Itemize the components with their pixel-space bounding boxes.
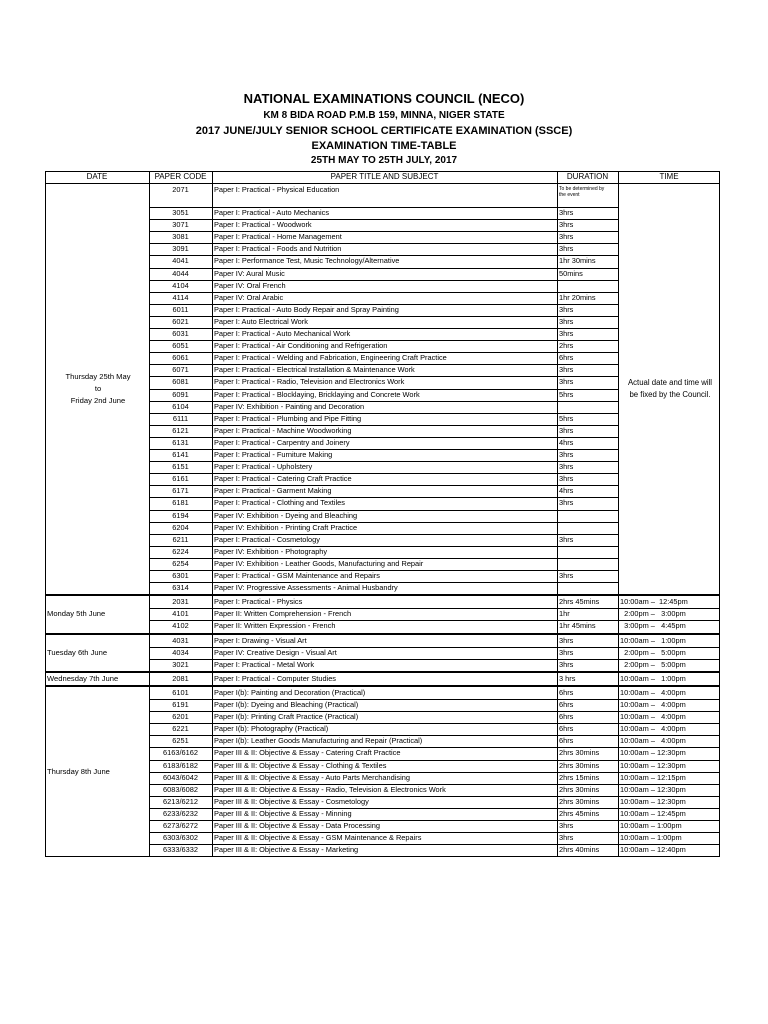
paper-title: Paper III & II: Objective & Essay - Auto Parts Merchandising bbox=[214, 772, 410, 782]
duration-value bbox=[557, 558, 618, 570]
duration-value bbox=[557, 546, 618, 558]
paper-code: 6083/6082 bbox=[163, 784, 198, 794]
duration-value: 6hrs bbox=[559, 687, 574, 697]
date-cell bbox=[45, 184, 149, 594]
paper-code: 6161 bbox=[172, 474, 189, 484]
time-value: 10:00am – 1:00pm bbox=[620, 821, 682, 830]
paper-title: Paper IV: Oral French bbox=[214, 280, 286, 290]
paper-code: 6204 bbox=[172, 522, 189, 532]
duration-value: 2hrs 30mins bbox=[559, 796, 600, 806]
time-value: 10:00am – 4:00pm bbox=[620, 724, 686, 734]
column-header-title: PAPER TITLE AND SUBJECT bbox=[330, 172, 439, 181]
column-border bbox=[45, 171, 46, 857]
duration-value bbox=[557, 522, 618, 534]
duration-value: 2hrs 30mins bbox=[559, 748, 600, 758]
paper-code: 6201 bbox=[172, 712, 189, 722]
time-value: 10:00am – 1:00pm bbox=[620, 833, 682, 843]
duration-value: 50mins bbox=[559, 268, 583, 278]
duration-value bbox=[557, 280, 618, 292]
org-address: KM 8 BIDA ROAD P.M.B 159, MINNA, NIGER STATE bbox=[263, 110, 505, 121]
paper-code: 4114 bbox=[172, 292, 189, 302]
paper-title: Paper I: Practical - Physics bbox=[214, 597, 303, 607]
duration-value: 1hr 20mins bbox=[559, 292, 596, 302]
paper-code: 2081 bbox=[172, 673, 189, 683]
column-header-duration: DURATION bbox=[566, 172, 609, 181]
duration-value: 3hrs bbox=[559, 659, 574, 669]
paper-code: 6301 bbox=[172, 571, 189, 580]
doc-title: EXAMINATION TIME-TABLE bbox=[311, 140, 457, 152]
duration-value: 6hrs bbox=[559, 736, 574, 746]
duration-value: 1hr 45mins bbox=[559, 621, 596, 631]
paper-code: 6314 bbox=[172, 583, 189, 593]
paper-code: 6213/6212 bbox=[163, 796, 198, 806]
duration-value: 2hrs 40mins bbox=[559, 845, 600, 855]
duration-value: 3hrs bbox=[559, 635, 574, 645]
duration-value: 5hrs bbox=[559, 389, 574, 399]
document-header bbox=[0, 90, 768, 168]
paper-title: Paper IV: Exhibition - Dyeing and Bleaching bbox=[214, 510, 358, 520]
paper-code: 6104 bbox=[172, 401, 189, 411]
paper-title: Paper IV: Exhibition - Painting and Decoration bbox=[214, 401, 365, 411]
paper-title: Paper I: Practical - Physical Education bbox=[214, 185, 340, 194]
paper-title: Paper IV: Exhibition - Photography bbox=[214, 546, 328, 556]
date-cell bbox=[45, 687, 149, 856]
date-cell bbox=[45, 673, 149, 685]
duration-value: 3hrs bbox=[559, 425, 574, 435]
date-text: Tuesday 6th June bbox=[47, 647, 108, 657]
paper-title: Paper I: Practical - Woodwork bbox=[214, 220, 312, 230]
paper-title: Paper I: Practical - Metal Work bbox=[214, 659, 315, 669]
date-cell bbox=[45, 635, 149, 671]
date-text: Friday 2nd June bbox=[70, 396, 126, 406]
paper-code: 6163/6162 bbox=[163, 748, 198, 758]
duration-value: 3hrs bbox=[559, 647, 574, 657]
paper-code: 4034 bbox=[172, 647, 189, 657]
column-border bbox=[618, 171, 619, 857]
column-border bbox=[212, 171, 213, 857]
duration-value bbox=[557, 582, 618, 594]
paper-code: 2031 bbox=[172, 597, 189, 607]
time-value: 10:00am – 12:15pm bbox=[620, 772, 686, 782]
paper-code: 6121 bbox=[172, 425, 189, 435]
paper-code: 4044 bbox=[172, 268, 189, 278]
time-value: 2:00pm – 5:00pm bbox=[620, 647, 686, 657]
duration-value: 3 hrs bbox=[559, 673, 576, 683]
time-value: 10:00am – 1:00pm bbox=[620, 673, 686, 683]
time-value: 3:00pm – 4:45pm bbox=[620, 621, 686, 631]
paper-title: Paper I: Practical - Catering Craft Practice bbox=[214, 474, 352, 484]
paper-title: Paper I(b): Photography (Practical) bbox=[214, 724, 329, 734]
column-header-date: DATE bbox=[86, 172, 108, 181]
duration-value: 3hrs bbox=[559, 329, 574, 338]
duration-value: 6hrs bbox=[559, 724, 574, 734]
paper-title: Paper IV: Aural Music bbox=[214, 268, 285, 278]
duration-value: 2hrs 15mins bbox=[559, 772, 600, 782]
paper-code: 6211 bbox=[172, 534, 189, 544]
duration-value: 3hrs bbox=[559, 244, 574, 254]
column-header-time: TIME bbox=[659, 172, 679, 181]
paper-title: Paper I: Practical - Carpentry and Joinery bbox=[214, 437, 350, 447]
time-value: 10:00am – 4:00pm bbox=[620, 700, 686, 709]
paper-code: 6111 bbox=[172, 413, 189, 423]
paper-title: Paper III & II: Objective & Essay - Data Processing bbox=[214, 821, 380, 830]
paper-code: 6251 bbox=[172, 736, 189, 746]
paper-title: Paper I(b): Printing Craft Practice (Practical) bbox=[214, 712, 359, 722]
duration-value: 5hrs bbox=[559, 413, 574, 423]
duration-value: 3hrs bbox=[559, 232, 574, 242]
duration-value: 3hrs bbox=[559, 304, 574, 314]
paper-title: Paper I: Practical - Machine Woodworking bbox=[214, 425, 352, 435]
paper-code: 6021 bbox=[172, 316, 189, 326]
paper-code: 6043/6042 bbox=[163, 772, 198, 782]
date-cell bbox=[45, 596, 149, 632]
paper-code: 6051 bbox=[172, 341, 189, 351]
paper-title: Paper I: Practical - Welding and Fabrication, Engineering Craft Practice bbox=[214, 353, 447, 363]
paper-title: Paper III & II: Objective & Essay - Minning bbox=[214, 808, 352, 818]
paper-title: Paper I(b): Leather Goods Manufacturing and Repair (Practical) bbox=[214, 736, 423, 746]
paper-code: 6081 bbox=[172, 377, 189, 387]
org-title: NATIONAL EXAMINATIONS COUNCIL (NECO) bbox=[243, 91, 525, 106]
duration-value: 1hr 30mins bbox=[559, 256, 596, 266]
paper-code: 6141 bbox=[172, 450, 189, 459]
paper-code: 6221 bbox=[172, 724, 189, 734]
paper-code: 6191 bbox=[172, 700, 189, 709]
duration-value: 3hrs bbox=[559, 534, 574, 544]
paper-title: Paper III & II: Objective & Essay - Marketing bbox=[214, 845, 359, 855]
paper-title: Paper I(b): Dyeing and Bleaching (Practical) bbox=[214, 700, 359, 709]
paper-code: 6181 bbox=[172, 498, 189, 508]
paper-code: 3071 bbox=[172, 220, 189, 230]
duration-value: 2hrs 45mins bbox=[559, 597, 600, 607]
paper-title: Paper I: Practical - Computer Studies bbox=[214, 673, 336, 683]
duration-value: 3hrs bbox=[559, 498, 574, 508]
paper-title: Paper I: Practical - Clothing and Textiles bbox=[214, 498, 345, 508]
duration-value: 3hrs bbox=[559, 365, 574, 375]
paper-code: 4041 bbox=[172, 256, 189, 266]
paper-title: Paper I: Practical - Auto Mechanics bbox=[214, 208, 330, 217]
duration-value: 3hrs bbox=[559, 474, 574, 484]
time-value: 2:00pm – 5:00pm bbox=[620, 659, 686, 669]
paper-code: 6333/6332 bbox=[163, 845, 198, 855]
paper-code: 6061 bbox=[172, 353, 189, 363]
paper-code: 2071 bbox=[172, 185, 189, 194]
paper-code: 6131 bbox=[172, 437, 189, 447]
paper-code: 6151 bbox=[172, 462, 189, 472]
paper-title: Paper IV: Exhibition - Printing Craft Practice bbox=[214, 522, 358, 532]
duration-value: 3hrs bbox=[559, 220, 574, 230]
paper-code: 6091 bbox=[172, 389, 189, 399]
paper-code: 3081 bbox=[172, 232, 189, 242]
duration-value: 3hrs bbox=[559, 377, 574, 387]
paper-title: Paper IV: Exhibition - Leather Goods, Manufacturing and Repair bbox=[214, 558, 424, 568]
duration-value: 3hrs bbox=[559, 208, 574, 217]
duration-value bbox=[557, 401, 618, 413]
column-border bbox=[719, 171, 720, 857]
time-value: 10:00am – 4:00pm bbox=[620, 687, 686, 697]
paper-title: Paper II: Written Expression - French bbox=[214, 621, 336, 631]
duration-value: 2hrs bbox=[559, 341, 574, 351]
time-note-text: be fixed by the Council. bbox=[629, 390, 711, 400]
paper-code: 4104 bbox=[172, 280, 189, 290]
paper-title: Paper I: Practical - GSM Maintenance and Repairs bbox=[214, 571, 380, 580]
duration-value: 3hrs bbox=[559, 462, 574, 472]
time-value: 10:00am – 12:45pm bbox=[620, 808, 686, 818]
date-text: to bbox=[94, 384, 102, 394]
paper-title: Paper III & II: Objective & Essay - Catering Craft Practice bbox=[214, 748, 401, 758]
time-note-text: Actual date and time will bbox=[627, 378, 713, 388]
duration-value bbox=[557, 510, 618, 522]
paper-title: Paper I: Practical - Electrical Installation & Maintenance Work bbox=[214, 365, 415, 375]
paper-title: Paper I(b): Painting and Decoration (Practical) bbox=[214, 687, 366, 697]
column-border bbox=[149, 171, 150, 857]
time-value: 10:00am – 1:00pm bbox=[620, 635, 686, 645]
paper-title: Paper I: Auto Electrical Work bbox=[214, 316, 308, 326]
paper-title: Paper IV: Oral Arabic bbox=[214, 292, 284, 302]
timetable bbox=[45, 171, 720, 857]
paper-code: 6224 bbox=[172, 546, 189, 556]
paper-code: 6101 bbox=[172, 687, 189, 697]
paper-code: 6171 bbox=[172, 486, 189, 496]
time-value: 10:00am – 4:00pm bbox=[620, 736, 686, 746]
paper-title: Paper III & II: Objective & Essay - GSM Maintenance & Repairs bbox=[214, 833, 422, 843]
paper-title: Paper I: Practical - Radio, Television and Electronics Work bbox=[214, 377, 405, 387]
time-value: 10:00am – 12:30pm bbox=[620, 796, 686, 806]
paper-code: 4031 bbox=[172, 635, 189, 645]
time-value: 10:00am – 12:40pm bbox=[620, 845, 686, 855]
paper-code: 6194 bbox=[172, 510, 189, 520]
duration-value: 3hrs bbox=[559, 833, 574, 843]
time-value: 10:00am – 12:30pm bbox=[620, 748, 686, 758]
paper-title: Paper I: Practical - Cosmetology bbox=[214, 534, 320, 544]
paper-title: Paper I: Practical - Blocklaying, Bricklaying and Concrete Work bbox=[214, 389, 420, 399]
paper-title: Paper II: Written Comprehension - French bbox=[214, 609, 352, 619]
paper-code: 6071 bbox=[172, 365, 189, 375]
time-value: 2:00pm – 3:00pm bbox=[620, 609, 686, 619]
paper-title: Paper I: Practical - Home Management bbox=[214, 232, 342, 242]
time-value: 10:00am – 4:00pm bbox=[620, 712, 686, 722]
paper-code: 6233/6232 bbox=[163, 808, 198, 818]
time-value: 10:00am – 12:45pm bbox=[620, 597, 688, 607]
duration-value: 3hrs bbox=[559, 450, 574, 459]
paper-code: 4101 bbox=[172, 609, 189, 619]
paper-title: Paper I: Practical - Upholstery bbox=[214, 462, 313, 472]
paper-title: Paper IV: Creative Design - Visual Art bbox=[214, 647, 337, 657]
duration-value: 2hrs 30mins bbox=[559, 784, 600, 794]
paper-title: Paper I: Practical - Garment Making bbox=[214, 486, 332, 496]
paper-title: Paper I: Performance Test, Music Technology/Alternative bbox=[214, 256, 400, 266]
duration-value: 6hrs bbox=[559, 353, 574, 363]
duration-value: 3hrs bbox=[559, 316, 574, 326]
paper-title: Paper III & II: Objective & Essay - Radio, Television & Electronics Work bbox=[214, 784, 446, 794]
date-text: Monday 5th June bbox=[47, 609, 106, 619]
paper-code: 4102 bbox=[172, 621, 189, 631]
duration-value: 4hrs bbox=[559, 486, 574, 496]
duration-value: To be determined by the event bbox=[559, 186, 605, 198]
paper-code: 6011 bbox=[172, 304, 189, 314]
duration-value: 6hrs bbox=[559, 712, 574, 722]
duration-value: 3hrs bbox=[559, 571, 574, 580]
exam-period: 25TH MAY TO 25TH JULY, 2017 bbox=[310, 155, 458, 166]
duration-value: 4hrs bbox=[559, 437, 574, 447]
paper-title: Paper III & II: Objective & Essay - Cosmetology bbox=[214, 796, 369, 806]
paper-title: Paper I: Practical - Foods and Nutrition bbox=[214, 244, 342, 254]
date-text: Wednesday 7th June bbox=[47, 673, 119, 683]
column-header-code: PAPER CODE bbox=[154, 172, 207, 181]
duration-value: 2hrs 45mins bbox=[559, 808, 600, 818]
paper-code: 6183/6182 bbox=[163, 760, 198, 770]
paper-code: 6254 bbox=[172, 558, 189, 568]
paper-title: Paper I: Practical - Air Conditioning and Refrigeration bbox=[214, 341, 388, 351]
paper-code: 6303/6302 bbox=[163, 833, 198, 843]
paper-title: Paper I: Practical - Auto Body Repair and Spray Painting bbox=[214, 304, 399, 314]
paper-code: 3051 bbox=[172, 208, 189, 217]
time-note bbox=[618, 184, 720, 594]
duration-value: 1hr bbox=[559, 609, 570, 619]
date-text: Thursday 25th May bbox=[65, 372, 131, 382]
duration-value: 6hrs bbox=[559, 700, 574, 709]
paper-title: Paper III & II: Objective & Essay - Clothing & Textiles bbox=[214, 760, 387, 770]
paper-title: Paper IV: Progressive Assessments - Animal Husbandry bbox=[214, 583, 398, 593]
exam-title: 2017 JUNE/JULY SENIOR SCHOOL CERTIFICATE EXAMINATION (SSCE) bbox=[195, 125, 573, 137]
paper-title: Paper I: Practical - Furniture Making bbox=[214, 450, 333, 459]
column-border bbox=[557, 171, 558, 857]
duration-value: 2hrs 30mins bbox=[559, 760, 600, 770]
duration-value: 3hrs bbox=[559, 821, 574, 830]
paper-code: 6273/6272 bbox=[163, 821, 198, 830]
paper-code: 3021 bbox=[172, 659, 189, 669]
paper-title: Paper I: Practical - Auto Mechanical Work bbox=[214, 329, 351, 338]
paper-title: Paper I: Practical - Plumbing and Pipe Fitting bbox=[214, 413, 362, 423]
paper-code: 6031 bbox=[172, 329, 189, 338]
paper-code: 3091 bbox=[172, 244, 189, 254]
paper-title: Paper I: Drawing - Visual Art bbox=[214, 635, 307, 645]
date-text: Thursday 8th June bbox=[47, 766, 110, 776]
time-value: 10:00am – 12:30pm bbox=[620, 784, 686, 794]
time-value: 10:00am – 12:30pm bbox=[620, 760, 686, 770]
